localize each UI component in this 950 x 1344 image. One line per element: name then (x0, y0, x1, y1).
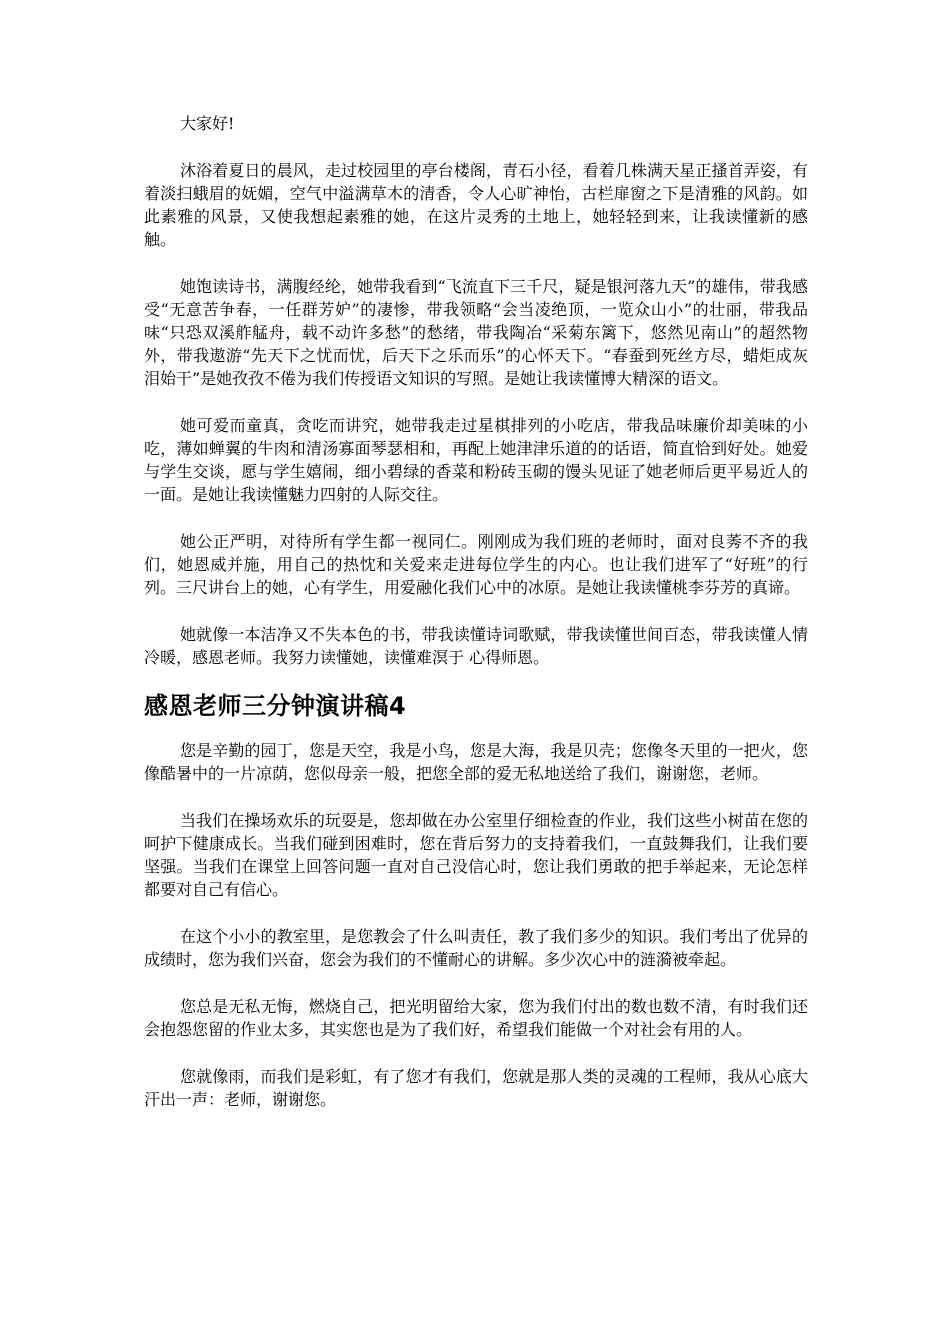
greeting-line: 大家好! (180, 114, 235, 133)
body-paragraph: 您是辛勤的园丁，您是天空，我是小鸟，您是大海，我是贝壳；您像冬天里的一把火，您像酷暑中的一片凉荫，您似母亲一般，把您全部的爱无私地送给了我们，谢谢您，老师。 (144, 741, 808, 783)
body-paragraph: 沐浴着夏日的晨风，走过校园里的亭台楼阁，青石小径，看着几株满天星正搔首弄姿，有着淡扫蛾眉的妩媚，空气中溢满草木的清香，令人心旷神怡，古栏扉窗之下是清雅的风韵。如此素雅的风景，又使我想起素雅的她，在这片灵秀的土地上，她轻轻到来，让我读懂新的感触。 (144, 161, 808, 249)
speech-section-3 (144, 112, 808, 669)
document-page (144, 112, 808, 1111)
body-paragraph: 您总是无私无悔，燃烧自己，把光明留给大家，您为我们付出的数也数不清，有时我们还会抱怨您留的作业太多，其实您也是为了我们好，希望我们能做一个对社会有用的人。 (144, 997, 808, 1039)
section-heading: 感恩老师三分钟演讲稿4 (144, 692, 407, 720)
body-paragraph: 她公正严明，对待所有学生都一视同仁。刚刚成为我们班的老师时，面对良莠不齐的我们，她恩威并施，用自己的热忱和关爱来走进每位学生的内心。也让我们进军了“好班”的行列。三尺讲台上的她，心有学生，用爱融化我们心中的冰原。是她让我读懂桃李芬芳的真谛。 (144, 532, 808, 597)
body-paragraph: 她饱读诗书，满腹经纶，她带我看到“飞流直下三千尺，疑是银河落九天”的雄伟，带我感受“无意苦争春，一任群芳妒”的凄惨，带我领略“会当凌绝顶，一览众山小”的壮丽，带我品味“只恐双溪舴艋舟，载不动许多愁”的愁绪，带我陶冶“采菊东篱下，悠然见南山”的超然物外，带我遨游“先天下之忧而忧，后天下之乐而乐”的心怀天下。“春蚕到死丝方尽，蜡炬成灰泪始干”是她孜孜不倦为我们传授语文知识的写照。是她让我读懂博大精深的语文。 (144, 277, 808, 388)
body-paragraph: 当我们在操场欢乐的玩耍是，您却做在办公室里仔细检查的作业，我们这些小树苗在您的呵护下健康成长。当我们碰到困难时，您在背后努力的支持着我们，一直鼓舞我们，让我们要坚强。当我们在课堂上回答问题一直对自己没信心时，您让我们勇敢的把手举起来，无论怎样都要对自己有信心。 (144, 811, 808, 899)
body-paragraph: 在这个小小的教室里，是您教会了什么叫责任，教了我们多少的知识。我们考出了优异的成绩时，您为我们兴奋，您会为我们的不懂耐心的讲解。多少次心中的涟漪被牵起。 (144, 927, 808, 969)
body-paragraph: 您就像雨，而我们是彩虹，有了您才有我们，您就是那人类的灵魂的工程师，我从心底大汗出一声：老师，谢谢您。 (144, 1067, 808, 1109)
body-paragraph: 她就像一本洁净又不失本色的书，带我读懂诗词歌赋，带我读懂世间百态，带我读懂人情冷暖，感恩老师。我努力读懂她，读懂难溟于 心得师恩。 (144, 625, 808, 667)
speech-section-4 (144, 739, 808, 1111)
body-paragraph: 她可爱而童真，贪吃而讲究，她带我走过星棋排列的小吃店，带我品味廉价却美味的小吃，薄如蝉翼的牛肉和清汤寡面琴瑟相和，再配上她津津乐道的的话语，简直恰到好处。她爱与学生交谈，愿与学生嬉闹，细小碧绿的香菜和粉砖玉砌的馒头见证了她老师后更平易近人的一面。是她让我读懂魅力四射的人际交往。 (144, 416, 808, 504)
